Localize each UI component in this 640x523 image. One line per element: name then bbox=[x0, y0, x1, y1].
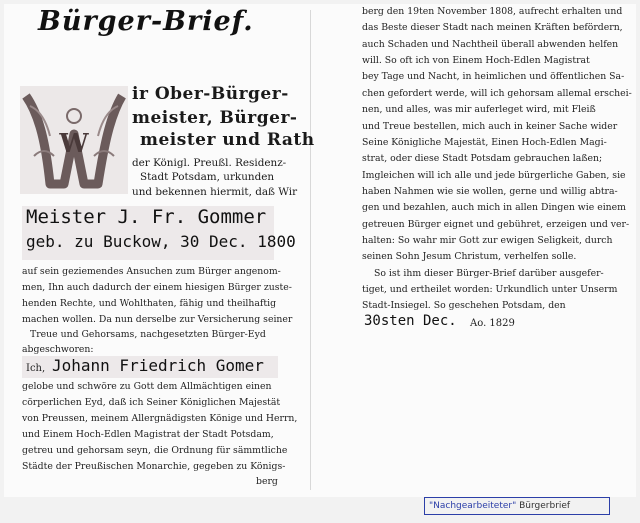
intro-line-6: und bekennen hiermit, daß Wir bbox=[132, 186, 298, 198]
body-line: berg den 19ten November 1808, aufrecht erhalten und bbox=[362, 6, 623, 17]
closing-line: tiget, und ertheilet worden: Urkundlich unter Unserm bbox=[362, 284, 618, 295]
body-line: Treue und Gehorsams, nachgesetzten Bürger-Eyd bbox=[30, 329, 266, 340]
ornamental-initial bbox=[20, 86, 128, 194]
document-title: Bürger-Brief. bbox=[38, 6, 254, 37]
caption-quoted: "Nachgearbeiteter" bbox=[429, 501, 517, 511]
intro-line-2: meister, Bürger- bbox=[132, 108, 298, 128]
handwritten-date: 30sten Dec. bbox=[364, 313, 457, 329]
intro-line-5: Stadt Potsdam, urkunden bbox=[140, 171, 275, 183]
body-line: nen, und alles, was mir auferleget wird, mit Fleiß bbox=[362, 104, 596, 115]
body-line: cörperlichen Eyd, daß ich Seiner Königlichen Majestät bbox=[22, 397, 281, 408]
ornamental-initial-graphic bbox=[20, 86, 128, 194]
svg-text:W: W bbox=[59, 129, 89, 159]
intro-line-1: ir Ober-Bürger- bbox=[132, 84, 289, 104]
body-line: machen wollen. Da nun derselbe zur Versicherung seiner bbox=[22, 314, 293, 325]
handwritten-full-name: Johann Friedrich Gomer bbox=[52, 356, 264, 375]
body-line: seinen Sohn Jesum Christum, verhelfen solle. bbox=[362, 251, 577, 262]
caption-rest: Bürgerbrief bbox=[519, 501, 571, 511]
body-line: men, Ihn auch dadurch der einem hiesigen Bürger zuste- bbox=[22, 282, 292, 293]
body-line: strat, oder diese Stadt Potsdam gebrauchen laßen; bbox=[362, 153, 603, 164]
body-line: bey Tage und Nacht, in heimlichen und öffentlichen Sa- bbox=[362, 71, 625, 82]
intro-line-4: der Königl. Preußl. Residenz- bbox=[132, 157, 287, 169]
body-line: und Treue bestellen, mich auch in keiner Sache wider bbox=[362, 121, 618, 132]
intro-line-3: meister und Rath bbox=[140, 130, 315, 150]
body-line: Seine Königliche Majestät, Einen Hoch-Edlen Magi- bbox=[362, 137, 607, 148]
closing-line: Stadt-Insiegel. So geschehen Potsdam, den bbox=[362, 300, 566, 311]
body-line: chen gefordert werde, will ich gehorsam allemal erschei- bbox=[362, 88, 632, 99]
caption bbox=[429, 501, 570, 511]
body-line: abgeschworen: bbox=[22, 344, 94, 355]
closing-line: So ist ihm dieser Bürger-Brief darüber ausgefer- bbox=[374, 268, 604, 279]
body-line: das Beste dieser Stadt nach meinen Kräften befördern, bbox=[362, 22, 623, 33]
body-line: auf sein geziemendes Ansuchen zum Bürger angenom- bbox=[22, 266, 281, 277]
page-divider bbox=[310, 10, 311, 490]
body-line: von Preussen, meinem Allergnädigsten Könige und Herrn, bbox=[22, 413, 298, 424]
body-line: auch Schaden und Nachtheil überall abwenden helfen bbox=[362, 39, 619, 50]
body-line: Imgleichen will ich alle und jede bürgerliche Gaben, sie bbox=[362, 170, 626, 181]
body-line: gelobe und schwöre zu Gott dem Allmächtigen einen bbox=[22, 381, 272, 392]
handwritten-master-name: Meister J. Fr. Gommer bbox=[26, 206, 267, 228]
body-line: getreuen Bürger eignet und gebühret, erzeigen und ver- bbox=[362, 219, 630, 230]
document-year: Ao. 1829 bbox=[470, 318, 515, 329]
body-line: Städte der Preußischen Monarchie, gegeben zu Königs- bbox=[22, 461, 286, 472]
body-line: berg bbox=[256, 476, 278, 487]
body-line: haben Nahmen wie sie wollen, gerne und willig abtra- bbox=[362, 186, 618, 197]
handwritten-birth-note: geb. zu Buckow, 30 Dec. 1800 bbox=[26, 232, 296, 251]
body-line: halten: So wahr mir Gott zur ewigen Seligkeit, durch bbox=[362, 235, 613, 246]
body-line: henden Rechte, und Wohlthaten, fähig und theilhaftig bbox=[22, 298, 277, 309]
body-line: getreu und gehorsam seyn, die Ordnung für sämmtliche bbox=[22, 445, 288, 456]
body-line: gen und bezahlen, auch mich in allen Dingen wie einem bbox=[362, 202, 626, 213]
body-line: will. So oft ich von Einem Hoch-Edlen Magistrat bbox=[362, 55, 590, 66]
oath-prefix: Ich, bbox=[26, 363, 46, 374]
body-line: und Einem Hoch-Edlen Magistrat der Stadt Potsdam, bbox=[22, 429, 274, 440]
